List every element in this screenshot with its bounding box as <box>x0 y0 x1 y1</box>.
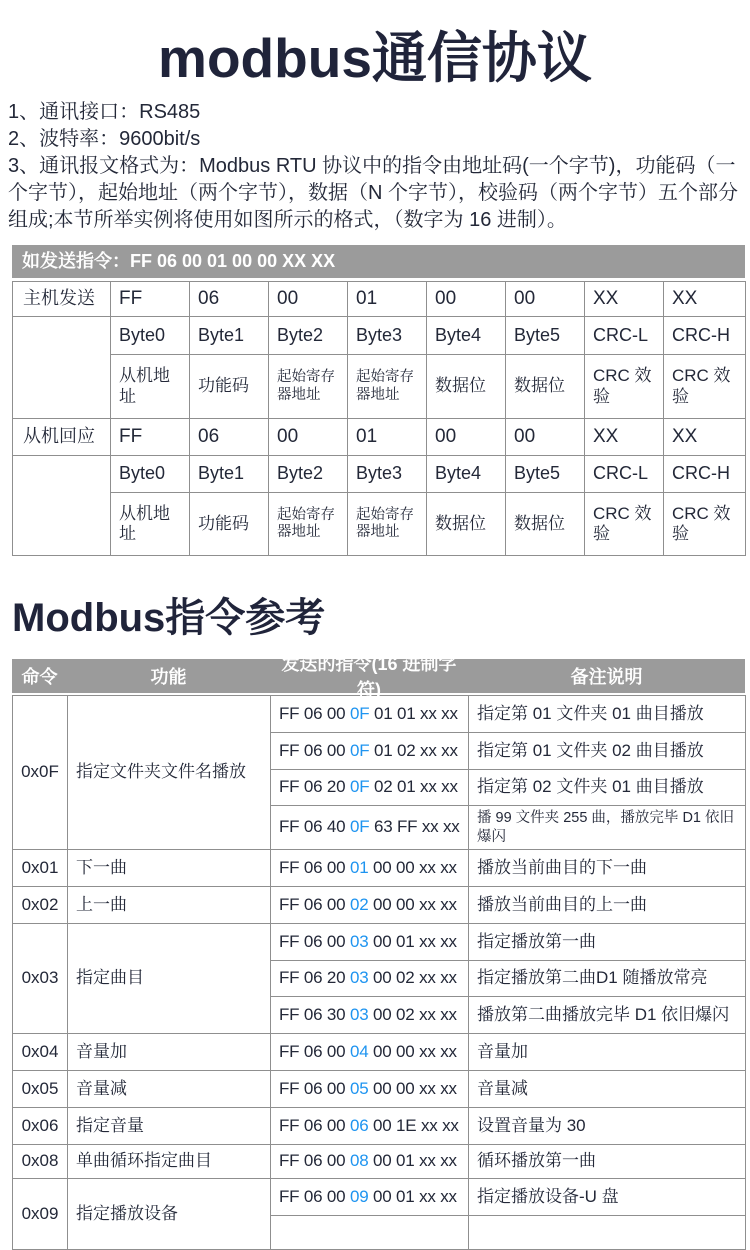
command-code: 0x03 <box>13 924 68 1034</box>
byte-value: XX <box>664 419 746 456</box>
slave-values-row <box>13 419 746 456</box>
table-row <box>13 1034 746 1071</box>
slave-desc-row <box>13 493 746 556</box>
byte-name: Byte5 <box>506 456 585 493</box>
byte-value: 00 <box>269 282 348 317</box>
blue-byte: 06 <box>349 1115 369 1135</box>
byte-name: Byte4 <box>427 456 506 493</box>
blue-byte: 09 <box>349 1186 369 1206</box>
function-cell: 上一曲 <box>68 887 271 924</box>
blue-byte: 0F <box>349 817 370 837</box>
instruction-cell: FF 06 00 08 00 01 xx xx <box>271 1145 469 1179</box>
slave-bytes-row <box>13 456 746 493</box>
note-cell: 指定第 02 文件夹 01 曲目播放 <box>469 770 746 806</box>
function-cell: 指定音量 <box>68 1108 271 1145</box>
note-cell: 播放当前曲目的上一曲 <box>469 887 746 924</box>
note-cell: 指定播放第一曲 <box>469 924 746 961</box>
instruction-cell: FF 06 00 05 00 00 xx xx <box>271 1071 469 1108</box>
byte-desc: 从机地址 <box>111 493 190 556</box>
function-cell: 指定文件夹文件名播放 <box>68 696 271 850</box>
byte-desc: CRC 效验 <box>585 493 664 556</box>
col-header-instruction: 发送的指令(16 进制字符) <box>281 654 457 700</box>
master-desc-row <box>13 355 746 419</box>
command-code: 0x06 <box>13 1108 68 1145</box>
byte-name: Byte1 <box>190 456 269 493</box>
instruction-cell: FF 06 20 0F 02 01 xx xx <box>271 770 469 806</box>
byte-value: FF <box>111 282 190 317</box>
instruction-cell: FF 06 00 01 00 00 xx xx <box>271 850 469 887</box>
frame-section-label: 从机回应 <box>13 419 111 456</box>
byte-value: 00 <box>506 282 585 317</box>
note-cell: 循环播放第一曲 <box>469 1145 746 1179</box>
note-cell: 指定播放第二曲D1 随播放常亮 <box>469 961 746 997</box>
intro-line-1: 1、通讯接口：RS485 <box>8 101 201 123</box>
intro-list <box>0 99 750 234</box>
byte-name: CRC-H <box>664 317 746 355</box>
byte-desc: CRC 效验 <box>585 355 664 419</box>
table-row <box>13 1108 746 1145</box>
byte-name: Byte2 <box>269 456 348 493</box>
instruction-cell <box>271 1216 469 1250</box>
note-cell: 播放第二曲播放完毕 D1 依旧爆闪 <box>469 997 746 1034</box>
byte-desc: 起始寄存器地址 <box>348 493 427 556</box>
blue-byte: 03 <box>349 1004 369 1024</box>
instruction-cell: FF 06 40 0F 63 FF xx xx <box>271 806 469 850</box>
frame-format-table <box>12 281 746 556</box>
function-cell: 音量减 <box>68 1071 271 1108</box>
byte-desc: 数据位 <box>427 355 506 419</box>
blue-byte: 0F <box>349 703 370 723</box>
byte-value: 06 <box>190 282 269 317</box>
empty-cell <box>13 456 111 556</box>
blue-byte: 03 <box>349 968 369 988</box>
table-row <box>13 1145 746 1179</box>
note-cell: 播放当前曲目的下一曲 <box>469 850 746 887</box>
instruction-cell: FF 06 00 04 00 00 xx xx <box>271 1034 469 1071</box>
byte-desc: 数据位 <box>506 355 585 419</box>
command-code: 0x0F <box>13 696 68 850</box>
command-code: 0x01 <box>13 850 68 887</box>
byte-desc: 从机地址 <box>111 355 190 419</box>
byte-value: 00 <box>427 419 506 456</box>
byte-value: 01 <box>348 419 427 456</box>
instruction-cell: FF 06 20 03 00 02 xx xx <box>271 961 469 997</box>
byte-name: Byte0 <box>111 456 190 493</box>
function-cell: 单曲循环指定曲目 <box>68 1145 271 1179</box>
byte-desc: 功能码 <box>190 493 269 556</box>
byte-desc: 功能码 <box>190 355 269 419</box>
instruction-cell: FF 06 00 06 00 1E xx xx <box>271 1108 469 1145</box>
byte-desc: 起始寄存器地址 <box>269 493 348 556</box>
table-row <box>13 1179 746 1216</box>
byte-value: XX <box>664 282 746 317</box>
command-table-header <box>12 654 745 700</box>
blue-byte: 01 <box>349 857 369 877</box>
page <box>0 14 750 1223</box>
note-cell: 指定第 01 文件夹 02 曲目播放 <box>469 733 746 770</box>
byte-name: Byte0 <box>111 317 190 355</box>
byte-name: Byte2 <box>269 317 348 355</box>
byte-name: Byte1 <box>190 317 269 355</box>
byte-value: 06 <box>190 419 269 456</box>
blue-byte: 05 <box>349 1078 369 1098</box>
instruction-cell: FF 06 00 0F 01 02 xx xx <box>271 733 469 770</box>
blue-byte: 02 <box>349 894 369 914</box>
byte-name: CRC-H <box>664 456 746 493</box>
note-cell: 音量加 <box>469 1034 746 1071</box>
blue-byte: 0F <box>349 777 370 797</box>
instruction-cell: FF 06 00 03 00 01 xx xx <box>271 924 469 961</box>
byte-value: 00 <box>506 419 585 456</box>
command-reference-table <box>12 695 746 1250</box>
byte-value: FF <box>111 419 190 456</box>
byte-value: 00 <box>427 282 506 317</box>
byte-name: CRC-L <box>585 317 664 355</box>
byte-name: Byte4 <box>427 317 506 355</box>
function-cell: 指定播放设备 <box>68 1179 271 1250</box>
byte-name: Byte5 <box>506 317 585 355</box>
byte-name: Byte3 <box>348 317 427 355</box>
byte-value: XX <box>585 419 664 456</box>
byte-desc: 起始寄存器地址 <box>348 355 427 419</box>
command-code: 0x05 <box>13 1071 68 1108</box>
note-cell: 播 99 文件夹 255 曲，播放完毕 D1 依旧爆闪 <box>469 806 746 850</box>
empty-cell <box>13 317 111 419</box>
col-header-remark: 备注说明 <box>570 667 643 687</box>
col-header-command: 命令 <box>21 667 58 687</box>
function-cell: 下一曲 <box>68 850 271 887</box>
byte-desc: CRC 效验 <box>664 493 746 556</box>
byte-desc: 数据位 <box>427 493 506 556</box>
blue-byte: 04 <box>349 1041 369 1061</box>
intro-line-3: 3、通讯报文格式为：Modbus RTU 协议中的指令由地址码(一个字节)，功能码（一个字节），起始地址（两个字节），数据（N 个字节），校验码（两个字节）五个部分组成;本节所举实例将使用如图所示的格式，（数字为 16 进制）。 <box>8 155 738 231</box>
command-code: 0x04 <box>13 1034 68 1071</box>
byte-name: CRC-L <box>585 456 664 493</box>
byte-value: XX <box>585 282 664 317</box>
note-cell: 设置音量为 30 <box>469 1108 746 1145</box>
table-row <box>13 1071 746 1108</box>
byte-desc: 起始寄存器地址 <box>269 355 348 419</box>
blue-byte: 08 <box>349 1151 369 1171</box>
instruction-cell: FF 06 00 0F 01 01 xx xx <box>271 696 469 733</box>
table-row <box>13 887 746 924</box>
byte-desc: 数据位 <box>506 493 585 556</box>
intro-line-2: 2、波特率：9600bit/s <box>8 128 201 150</box>
byte-name: Byte3 <box>348 456 427 493</box>
blue-byte: 0F <box>349 740 370 760</box>
function-cell: 音量加 <box>68 1034 271 1071</box>
command-code: 0x08 <box>13 1145 68 1179</box>
section-title-modbus-reference: Modbus指令参考 <box>12 596 326 640</box>
note-cell: 指定播放设备-U 盘 <box>469 1179 746 1216</box>
byte-desc: CRC 效验 <box>664 355 746 419</box>
note-cell <box>469 1216 746 1250</box>
master-bytes-row <box>13 317 746 355</box>
instruction-cell: FF 06 00 02 00 00 xx xx <box>271 887 469 924</box>
byte-value: 01 <box>348 282 427 317</box>
col-header-function: 功能 <box>150 667 187 687</box>
note-cell: 音量减 <box>469 1071 746 1108</box>
table-row <box>13 850 746 887</box>
note-cell: 指定第 01 文件夹 01 曲目播放 <box>469 696 746 733</box>
function-cell: 指定曲目 <box>68 924 271 1034</box>
instruction-cell: FF 06 00 09 00 01 xx xx <box>271 1179 469 1216</box>
blue-byte: 03 <box>349 931 369 951</box>
table-row <box>13 924 746 961</box>
send-example-bar: 如发送指令：FF 06 00 01 00 00 XX XX <box>12 245 745 278</box>
master-values-row <box>13 282 746 317</box>
frame-section-label: 主机发送 <box>13 282 111 317</box>
command-code: 0x09 <box>13 1179 68 1250</box>
command-code: 0x02 <box>13 887 68 924</box>
page-title: modbus通信协议 <box>158 27 592 89</box>
instruction-cell: FF 06 30 03 00 02 xx xx <box>271 997 469 1034</box>
byte-value: 00 <box>269 419 348 456</box>
